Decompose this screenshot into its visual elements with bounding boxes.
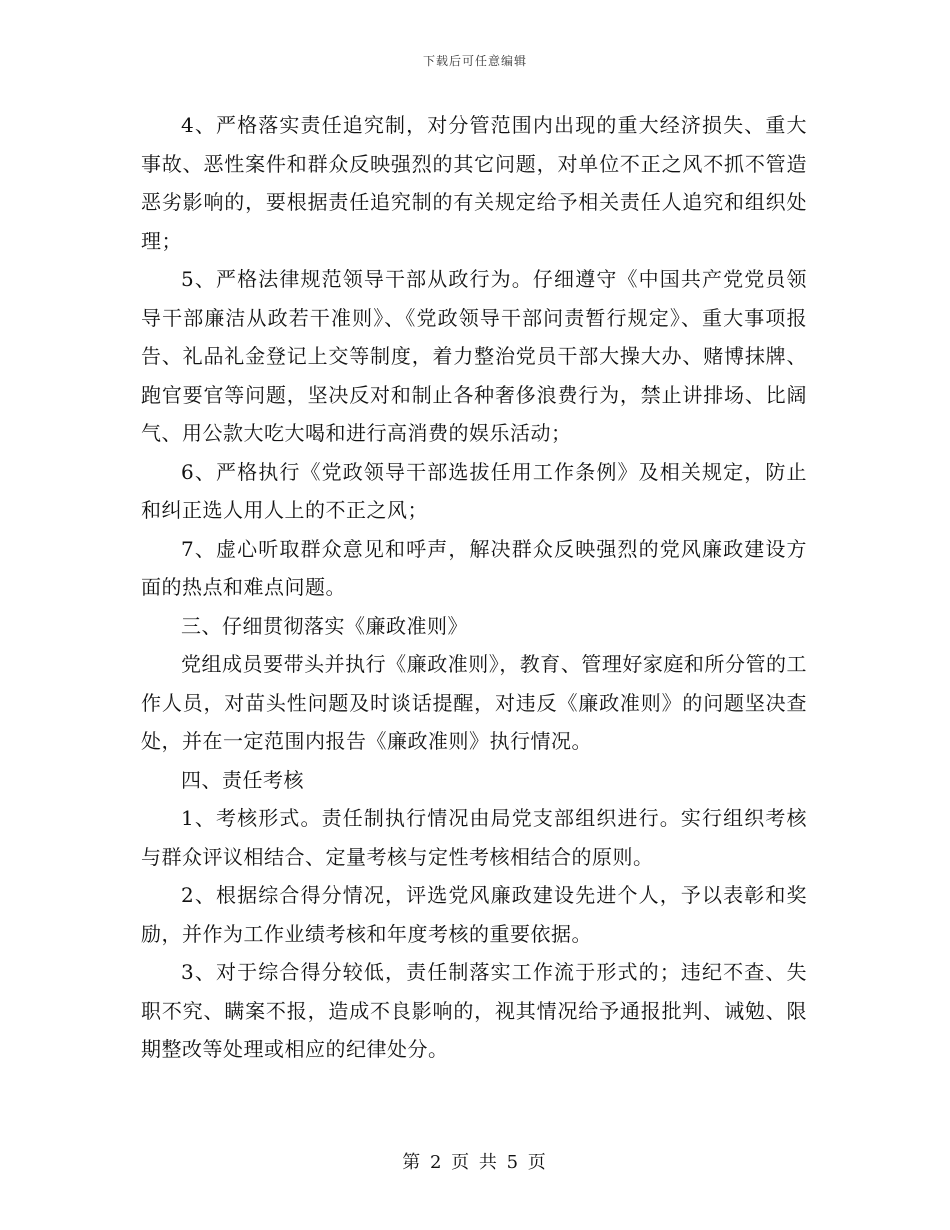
document-body <box>141 106 807 1069</box>
paragraph-assessment-2: 2、根据综合得分情况，评选党风廉政建设先进个人，予以表彰和奖励，并作为工作业绩考核和年度考核的重要依据。 <box>141 883 807 946</box>
page-header-note: 下载后可任意编辑 <box>422 54 527 68</box>
paragraph-item-7: 7、虚心听取群众意见和呼声，解决群众反映强烈的党风廉政建设方面的热点和难点问题。 <box>141 536 807 599</box>
paragraph-item-6: 6、严格执行《党政领导干部选拔任用工作条例》及相关规定，防止和纠正选人用人上的不正之风； <box>141 459 807 522</box>
paragraph-assessment-1: 1、考核形式。责任制执行情况由局党支部组织进行。实行组织考核与群众评议相结合、定量考核与定性考核相结合的原则。 <box>141 806 807 869</box>
page-number-footer: 第 2 页 共 5 页 <box>402 1152 548 1173</box>
paragraph-item-5: 5、严格法律规范领导干部从政行为。仔细遵守《中国共产党党员领导干部廉洁从政若干准则》、《党政领导干部问责暂行规定》、重大事项报告、礼品礼金登记上交等制度，着力整治党员干部大操大办、赌博抹牌、跑官要官等问题，坚决反对和制止各种奢侈浪费行为，禁止讲排场、比阔气、用公款大吃大喝和进行高消费的娱乐活动； <box>141 267 807 445</box>
paragraph-party-group: 党组成员要带头并执行《廉政准则》，教育、管理好家庭和所分管的工作人员，对苗头性问题及时谈话提醒，对违反《廉政准则》的问题坚决查处，并在一定范围内报告《廉政准则》执行情况。 <box>141 652 807 753</box>
section-heading-3: 三、仔细贯彻落实《廉政准则》 <box>181 613 468 638</box>
paragraph-assessment-3: 3、对于综合得分较低，责任制落实工作流于形式的；违纪不查、失职不究、瞒案不报，造成不良影响的，视其情况给予通报批判、诫勉、限期整改等处理或相应的纪律处分。 <box>141 960 807 1061</box>
paragraph-item-4: 4、严格落实责任追究制，对分管范围内出现的重大经济损失、重大事故、恶性案件和群众反映强烈的其它问题，对单位不正之风不抓不管造恶劣影响的，要根据责任追究制的有关规定给予相关责任人追究和组织处理； <box>141 113 807 253</box>
section-heading-4: 四、责任考核 <box>181 767 304 792</box>
